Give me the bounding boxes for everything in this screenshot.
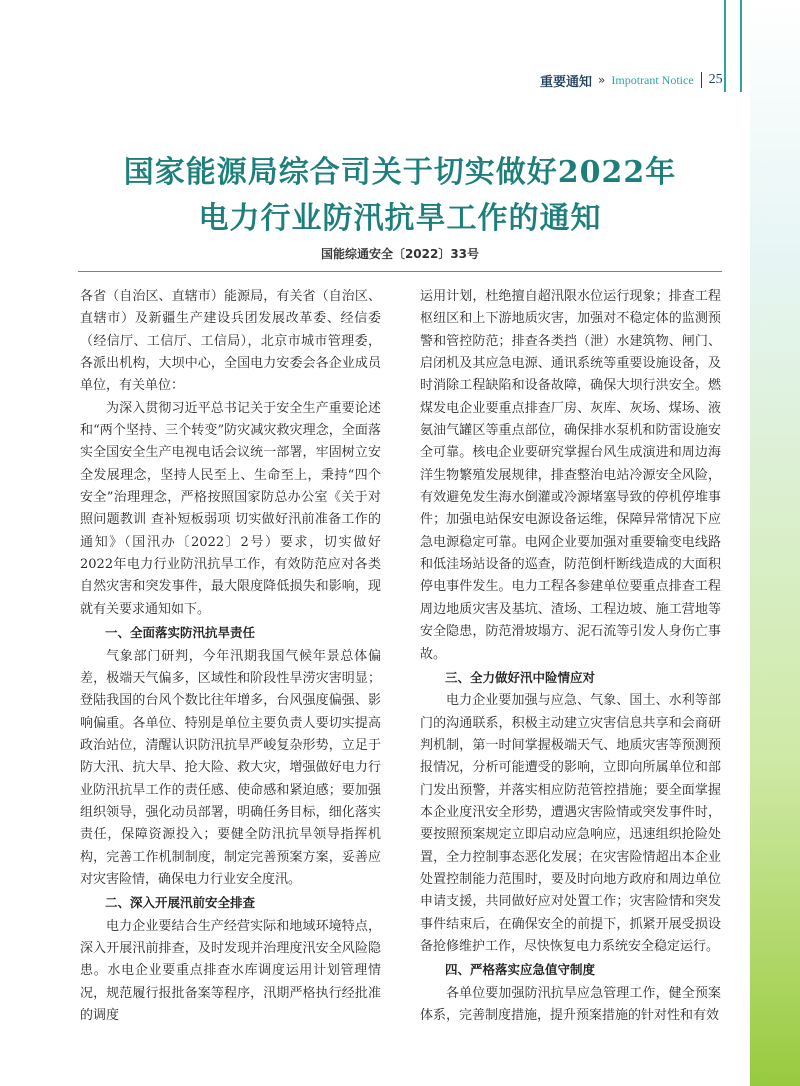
section-heading-3: 三、全力做好汛中险情应对 [445, 669, 596, 685]
right-column [420, 286, 721, 1027]
intro-paragraph: 为深入贯彻习近平总书记关于安全生产重要论述和“两个坚持、三个转变”防灾减灾救灾理念，全面落实全国安全生产电视电话会议统一部署，牢固树立安全发展理念，坚持人民至上、生命至上，秉持“四个安全”治理理念，严格按照国家防总办公室《关于对照问题教训 查补短板弱项 切实做好汛前准备工作的通知》（国汛办〔2022〕2号）要求，切实做好2022年电力行业防汛抗旱工作，有效防范应对各类自然灾害和突发事件，最大限度降低损失和影响，现就有关要求通知如下。 [80, 400, 381, 617]
chevron-right-icon: » [598, 73, 606, 87]
section-1-paragraph: 气象部门研判，今年汛期我国气候年景总体偏差，极端天气偏多，区域性和阶段性旱涝灾害明显；登陆我国的台风个数比往年增多，台风强度偏强、影响偏重。各单位、特别是单位主要负责人要切实提高政治站位，清醒认识防汛抗旱严峻复杂形势，立足于防大汛、抗大旱、抢大险、救大灾，增强做好电力行业防汛抗旱工作的责任感、使命感和紧迫感；要加强组织领导，强化动员部署，明确任务目标，细化落实责任，保障资源投入；要健全防汛抗旱领导指挥机构，完善工作机制制度，制定完善预案方案，妥善应对灾害险情，确保电力行业安全度汛。 [80, 648, 381, 887]
article-title-line-1: 国家能源局综合司关于切实做好2022年 [123, 155, 677, 190]
running-header [540, 68, 723, 92]
article-title-line-2: 电力行业防汛抗旱工作的通知 [198, 201, 602, 236]
document-number: 国能综通安全〔2022〕33号 [320, 247, 480, 261]
section-2-paragraph: 电力企业要结合生产经营实际和地域环境特点，深入开展汛前排查，及时发现并治理度汛安全风险隐患。水电企业要重点排查水库调度运用计划管理情况，规范履行报批备案等程序，汛期严格执行经批准的调度 [80, 918, 381, 1023]
header-section-title: 重要通知 [540, 74, 593, 90]
addressee-paragraph: 各省（自治区、直辖市）能源局，有关省（自治区、直辖市）及新疆生产建设兵团发展改革委、经信委（经信厅、工信厅、工信局），北京市城市管理委，各派出机构，大坝中心，全国电力安委会各企业成员单位，有关单位： [80, 289, 381, 394]
header-accent-line [740, 0, 742, 92]
section-4-paragraph: 各单位要加强防汛抗旱应急管理工作，健全预案体系，完善制度措施，提升预案措施的针对性和有效 [420, 985, 721, 1023]
section-3-paragraph: 电力企业要加强与应急、气象、国土、水利等部门的沟通联系，积极主动建立灾害信息共享和会商研判机制，第一时间掌握极端天气、地质灾害等预测预报情况，分析可能遭受的影响，立即向所属单位和部门发出预警，并落实相应防范管控措施；要全面掌握本企业度汛安全形势，遭遇灾害险情或突发事件时，要按照预案规定立即启动应急响应，迅速组织抢险处置，全力控制事态恶化发展；在灾害险情超出本企业处置控制能力范围时，要及时向地方政府和周边单位申请支援，共同做好应对处置工作；灾害险情和突发事件结束后，在确保安全的前提下，抓紧开展受损设备抢修维护工作，尽快恢复电力系统安全稳定运行。 [420, 693, 721, 954]
title-divider [78, 271, 722, 272]
page-number: 25 [708, 72, 723, 87]
section-2-paragraph-continued: 运用计划，杜绝擅自超汛限水位运行现象；排查工程枢纽区和上下游地质灾害，加强对不稳定体的监测预警和管控防范；排查各类挡（泄）水建筑物、闸门、启闭机及其应急电源、通讯系统等重要设施设备，及时消除工程缺陷和设备故障，确保大坝行洪安全。燃煤发电企业要重点排查厂房、灰库、灰场、煤场、液氨油气罐区等重点部位，确保排水泵机和防雷设施安全可靠。核电企业要研究掌握台风生成演进和周边海洋生物繁殖发展规律，排查整治电站冷源安全风险，有效避免发生海水倒灌或冷源堵塞导致的停机停堆事件；加强电站保安电源设备运维，保障异常情况下应急电源稳定可靠。电网企业要加强对重要输变电线路和低洼场站设备的巡查，防范倒杆断线造成的大面积停电事件发生。电力工程各参建单位要重点排查工程周边地质灾害及基坑、渣场、工程边坡、施工营地等安全隐患，防范滑坡塌方、泥石流等引发人身伤亡事故。 [420, 289, 721, 662]
left-column [80, 286, 381, 1027]
section-heading-2: 二、深入开展汛前安全排查 [105, 895, 256, 911]
header-accent-line [724, 0, 726, 92]
header-divider [701, 72, 702, 88]
section-heading-4: 四、严格落实应急值守制度 [445, 962, 596, 978]
section-heading-1: 一、全面落实防汛抗旱责任 [105, 625, 256, 641]
header-section-english: Impotrant Notice [611, 72, 694, 87]
